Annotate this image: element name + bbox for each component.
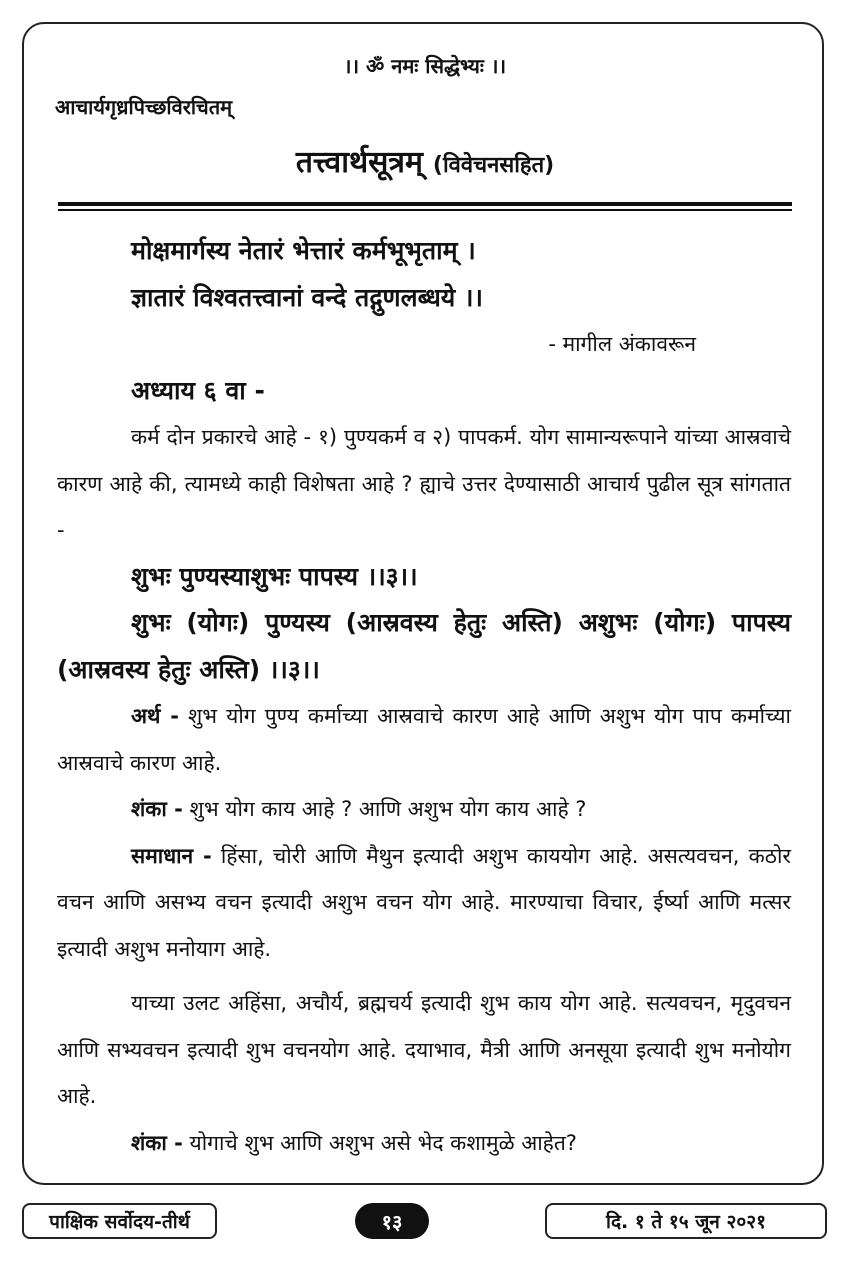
title-rule-thick bbox=[58, 202, 792, 206]
ulat-paragraph: याच्या उलट अहिंसा, अचौर्य, ब्रह्मचर्य इत्यादी शुभ काय योग आहे. सत्यवचन, मृदुवचन आणि सभ्यवचन इत्यादी शुभ वचनयोग आहे. दयाभाव, मैत्री आणि अनसूया इत्यादी शुभ मनोयोग आहे. bbox=[57, 991, 791, 1108]
title-row bbox=[0, 140, 850, 181]
samadhan-paragraph bbox=[57, 833, 791, 973]
artha-text: शुभ योग पुण्य कर्माच्या आस्रवाचे कारण आहे आणि अशुभ योग पाप कर्माच्या आस्रवाचे कारण आहे. bbox=[57, 704, 791, 775]
author-line: आचार्यगृध्रपिच्छविरचितम् bbox=[55, 95, 233, 119]
samadhan-text: हिंसा, चोरी आणि मैथुन इत्यादी अशुभ काययोग आहे. असत्यवचन, कठोर वचन आणि असभ्य वचन इत्यादी अशुभ वचन योग आहे. मारण्याचा विचार, ईर्ष्या आणि मत्सर इत्यादी अशुभ मनोयाग आहे. bbox=[57, 843, 791, 961]
chapter-heading: अध्याय ६ वा - bbox=[131, 375, 265, 405]
invocation-line: ।। ॐ नमः सिद्धेभ्यः ।। bbox=[343, 54, 507, 78]
verse-source: - मागील अंकावरून bbox=[548, 332, 696, 356]
artha-label: अर्थ - bbox=[131, 704, 179, 728]
title-rule-thin bbox=[58, 209, 792, 211]
shanka-paragraph-2 bbox=[57, 1120, 791, 1167]
footer-publication: पाक्षिक सर्वोदय-तीर्थ bbox=[22, 1203, 217, 1239]
intro-paragraph: कर्म दोन प्रकारचे आहे - १) पुण्यकर्म व २) पापकर्म. योग सामान्यरूपाने यांच्या आस्रवाचे कारण आहे की, त्यामध्ये काही विशेषता आहे ? ह्याचे उत्तर देण्यासाठी आचार्य पुढील सूत्र सांगतात - bbox=[57, 425, 791, 542]
sutra-line: शुभः पुण्यस्याशुभः पापस्य ।।३।। bbox=[131, 561, 418, 591]
footer-page-number: १३ bbox=[355, 1203, 429, 1239]
footer-date: दि. १ ते १५ जून २०२१ bbox=[545, 1203, 827, 1239]
shanka-text-2: योगाचे शुभ आणि अशुभ असे भेद कशामुळे आहेत? bbox=[182, 1130, 577, 1155]
shanka-paragraph-1 bbox=[57, 786, 791, 833]
shanka-label-2: शंका - bbox=[131, 1130, 183, 1155]
shanka-text-1: शुभ योग काय आहे ? आणि अशुभ योग काय आहे ? bbox=[182, 797, 587, 821]
page-title: तत्त्वार्थसूत्रम् bbox=[295, 145, 423, 180]
verse-line-2: ज्ञातारं विश्वतत्त्वानां वन्दे तद्गुणलब्धये ।। bbox=[131, 282, 483, 312]
article-body bbox=[57, 228, 791, 1166]
samadhan-label: समाधान - bbox=[131, 843, 212, 868]
sutra-expanded: शुभः (योगः) पुण्यस्य (आस्रवस्य हेतुः अस्ति) अशुभः (योगः) पापस्य (आस्रवस्य हेतुः अस्ति) ।।३।। bbox=[57, 608, 791, 684]
shanka-label-1: शंका - bbox=[131, 797, 183, 821]
page-subtitle: (विवेचनसहित) bbox=[432, 153, 555, 178]
artha-paragraph bbox=[57, 693, 791, 786]
verse-line-1: मोक्षमार्गस्य नेतारं भेत्तारं कर्मभूभृताम् । bbox=[131, 236, 476, 265]
